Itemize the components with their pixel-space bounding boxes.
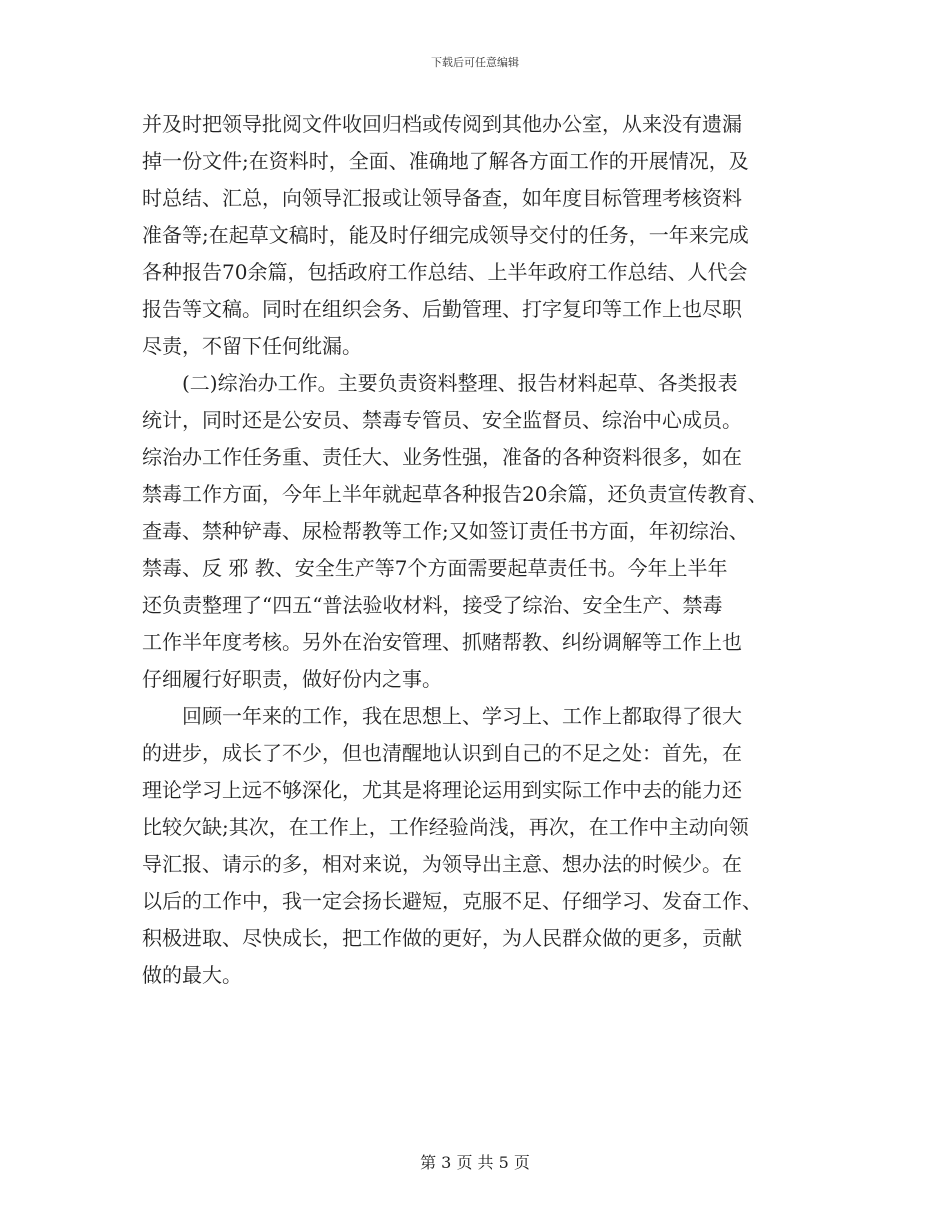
text-line: 做的最大。 (142, 963, 242, 987)
text-line: 积极进取、尽快成长，把工作做的更好，为人民群众做的更多，贡献 (142, 926, 742, 950)
text-line: 工作半年度考核。另外在治安管理、抓赌帮教、纠纷调解等工作上也 (142, 630, 742, 654)
text-line: 禁毒、反 邪 教、安全生产等7个方面需要起草责任书。今年上半年 (142, 556, 728, 580)
text-line: 尽责，不留下任何纰漏。 (142, 334, 362, 358)
text-line: (二)综治办工作。主要负责资料整理、报告材料起草、各类报表 (142, 371, 738, 395)
page-number: 第 3 页 共 5 页 (420, 1153, 530, 1172)
text-line: 统计，同时还是公安员、禁毒专管员、安全监督员、综治中心成员。 (142, 408, 742, 432)
document-body (142, 106, 822, 994)
text-line: 导汇报、请示的多，相对来说，为领导出主意、想办法的时候少。在 (142, 852, 742, 876)
text-line: 理论学习上远不够深化，尤其是将理论运用到实际工作中去的能力还 (142, 778, 742, 802)
text-line: 报告等文稿。同时在组织会务、后勤管理、打字复印等工作上也尽职 (142, 297, 742, 321)
text-line: 仔细履行好职责，做好份内之事。 (142, 667, 442, 691)
text-line: 禁毒工作方面，今年上半年就起草各种报告20余篇，还负责宣传教育、 (142, 482, 768, 506)
text-line: 掉一份文件;在资料时，全面、准确地了解各方面工作的开展情况，及 (142, 149, 749, 173)
text-line: 时总结、汇总，向领导汇报或让领导备查，如年度目标管理考核资料 (142, 186, 742, 210)
text-line: 查毒、禁种铲毒、尿检帮教等工作;又如签订责任书方面，年初综治、 (142, 519, 749, 543)
text-line: 综治办工作任务重、责任大、业务性强，准备的各种资料很多，如在 (142, 445, 742, 469)
text-line: 还负责整理了“四五“普法验收材料，接受了综治、安全生产、禁毒 (142, 593, 723, 617)
page-header: 下载后可任意编辑 (431, 56, 519, 69)
text-line: 以后的工作中，我一定会扬长避短，克服不足、仔细学习、发奋工作、 (142, 889, 762, 913)
text-line: 准备等;在起草文稿时，能及时仔细完成领导交付的任务，一年来完成 (142, 223, 749, 247)
text-line: 比较欠缺;其次，在工作上，工作经验尚浅，再次，在工作中主动向领 (142, 815, 749, 839)
text-line: 并及时把领导批阅文件收回归档或传阅到其他办公室，从来没有遗漏 (142, 112, 742, 136)
text-line: 回顾一年来的工作，我在思想上、学习上、工作上都取得了很大 (142, 704, 742, 728)
text-line: 的进步，成长了不少，但也清醒地认识到自己的不足之处：首先，在 (142, 741, 742, 765)
text-line: 各种报告70余篇，包括政府工作总结、上半年政府工作总结、人代会 (142, 260, 748, 284)
